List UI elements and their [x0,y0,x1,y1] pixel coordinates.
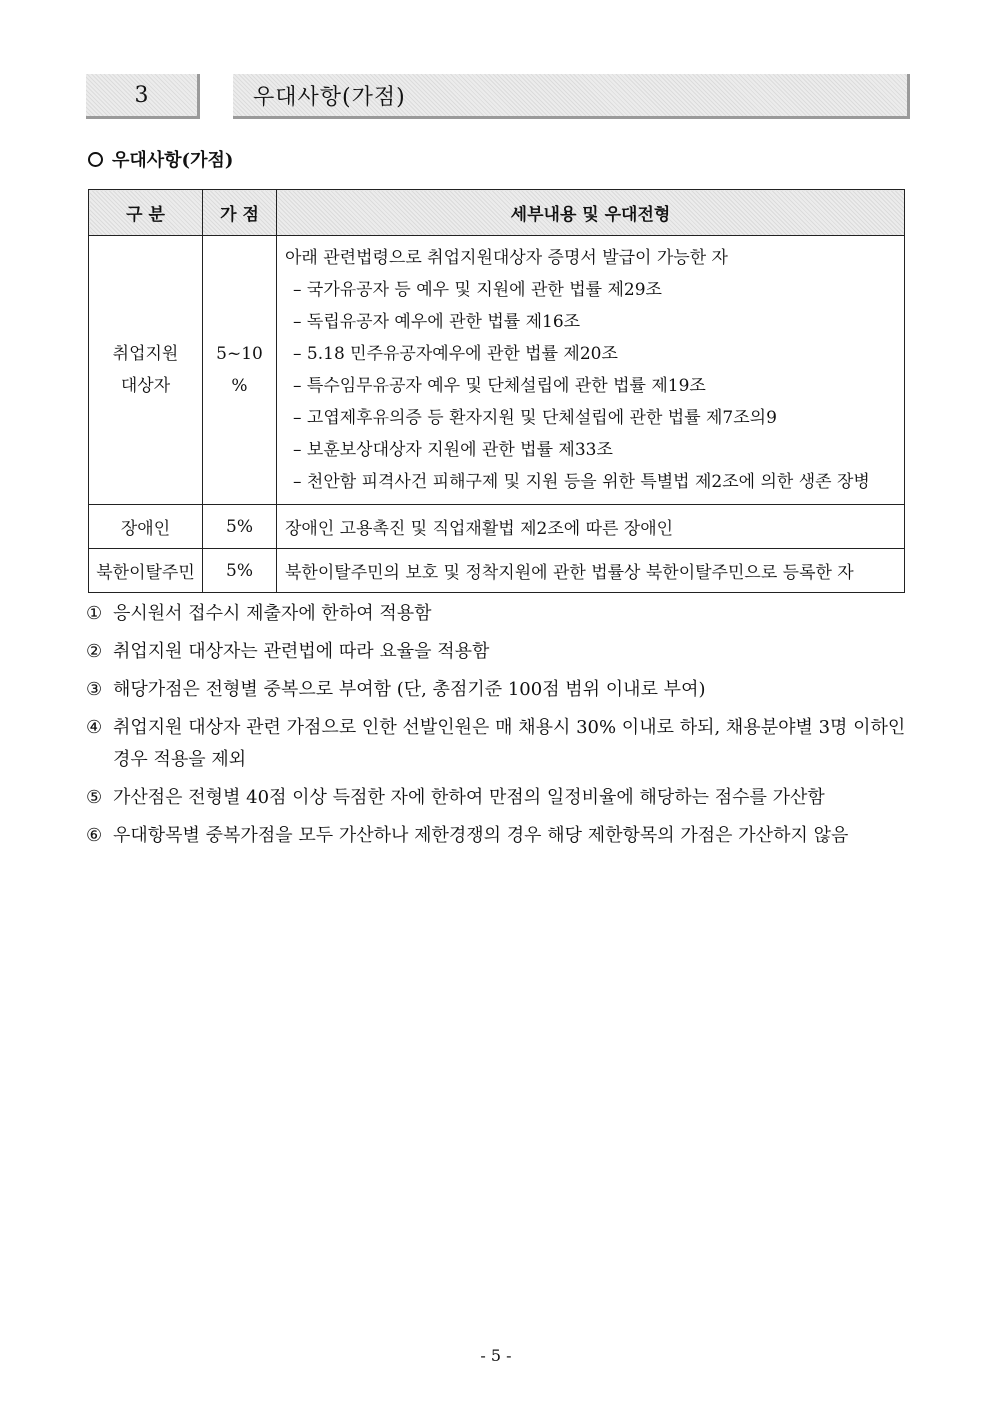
points-cell [203,236,277,505]
details-cell [277,236,905,505]
table-row [89,236,905,505]
category-cell: 장애인 [89,505,203,549]
header-details: 세부내용 및 우대전형 [277,190,905,236]
detail-line: – 천안함 피격사건 피해구제 및 지원 등을 위한 특별법 제2조에 의한 생존 장병 [293,472,870,492]
header-category: 구 분 [89,190,203,236]
detail-line: – 국가유공자 등 예우 및 지원에 관한 법률 제29조 [293,280,662,300]
note-marker: ⑤ [86,787,103,808]
preference-table [88,189,905,593]
section-title: 우대사항(가점) [253,84,406,110]
note-marker: ⑥ [86,825,103,846]
table-header-row [89,190,905,236]
note-text: 취업지원 대상자는 관련법에 따라 요율을 적용함 [113,641,490,662]
detail-line: – 고엽제후유의증 등 환자지원 및 단체설립에 관한 법률 제7조의9 [293,408,777,428]
points-line: % [231,376,248,396]
note-text: 우대항목별 중복가점을 모두 가산하나 제한경쟁의 경우 해당 제한항목의 가점은 가산하지 않음 [113,825,849,846]
detail-line: – 5.18 민주유공자예우에 관한 법률 제20조 [293,344,618,364]
section-title-box [233,74,910,119]
header-points: 가 점 [203,190,277,236]
note-item [86,820,908,852]
table-row [89,505,905,549]
section-number: 3 [134,82,149,108]
detail-line: – 보훈보상대상자 지원에 관한 법률 제33조 [293,440,613,460]
detail-line: 아래 관련법령으로 취업지원대상자 증명서 발급이 가능한 자 [285,248,728,268]
note-marker: ① [86,603,103,624]
note-item [86,636,908,668]
note-item [86,598,908,630]
points-cell: 5% [203,549,277,593]
note-text: 해당가점은 전형별 중복으로 부여함 (단, 총점기준 100점 범위 이내로 부여) [113,679,706,700]
note-marker: ④ [86,717,103,738]
notes-list [86,598,908,858]
note-marker: ③ [86,679,103,700]
details-cell: 장애인 고용촉진 및 직업재활법 제2조에 따른 장애인 [277,505,905,549]
subheading [88,146,233,172]
note-text: 가산점은 전형별 40점 이상 득점한 자에 한하여 만점의 일정비율에 해당하는 점수를 가산함 [113,787,825,808]
circle-bullet-icon [88,152,103,167]
category-line: 대상자 [120,376,171,396]
category-cell: 북한이탈주민 [89,549,203,593]
details-cell: 북한이탈주민의 보호 및 정착지원에 관한 법률상 북한이탈주민으로 등록한 자 [277,549,905,593]
detail-line: – 독립유공자 예우에 관한 법률 제16조 [293,312,581,332]
detail-line: – 특수임무유공자 예우 및 단체설립에 관한 법률 제19조 [293,376,706,396]
category-line: 취업지원 [112,344,179,364]
note-item [86,674,908,706]
section-number-box [86,74,200,119]
note-item [86,782,908,814]
points-cell: 5% [203,505,277,549]
note-marker: ② [86,641,103,662]
note-text: 응시원서 접수시 제출자에 한하여 적용함 [113,603,432,624]
note-text: 취업지원 대상자 관련 가점으로 인한 선발인원은 매 채용시 30% 이내로 하되, 채용분야별 3명 이하인 경우 적용을 제외 [113,717,906,770]
points-line: 5~10 [216,344,263,364]
page-number: - 5 - [480,1346,512,1365]
table-row [89,549,905,593]
subheading-text: 우대사항(가점) [112,150,234,171]
category-cell [89,236,203,505]
note-item [86,712,908,776]
